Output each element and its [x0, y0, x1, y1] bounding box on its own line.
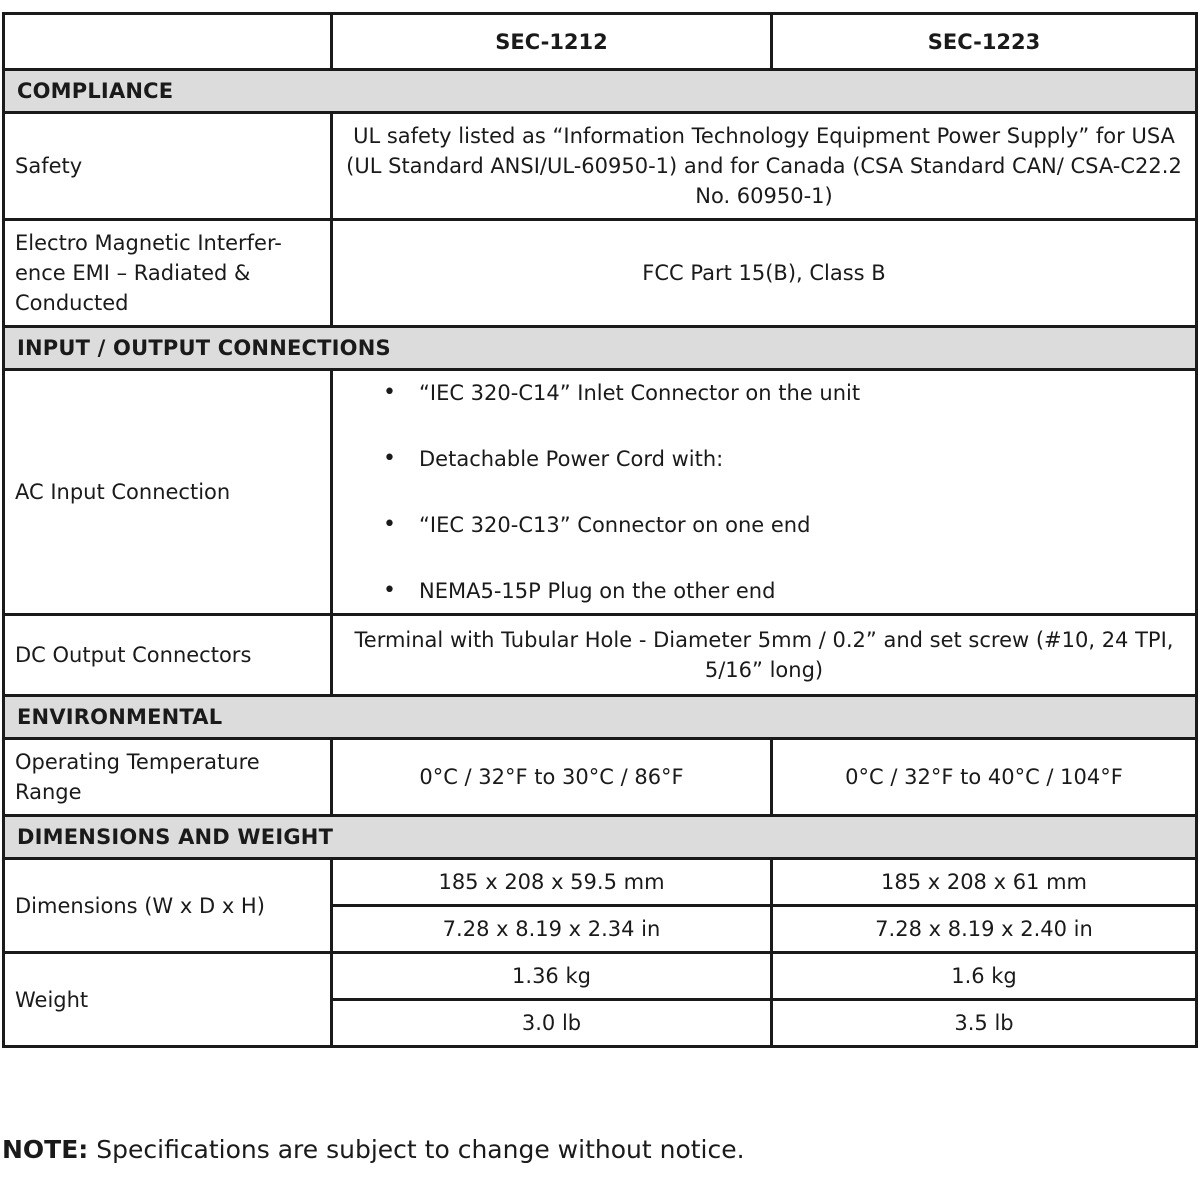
- weight-a-kg: 1.36 kg: [332, 953, 772, 1000]
- dimensions-a-mm: 185 x 208 x 59.5 mm: [332, 859, 772, 906]
- section-title-dimensions: DIMENSIONS AND WEIGHT: [4, 816, 1197, 859]
- section-dimensions: [4, 816, 1197, 859]
- row-ac-input: [4, 370, 1197, 615]
- note-prefix: NOTE:: [2, 1135, 89, 1164]
- emi-label: Electro Magnetic Interfer- ence EMI – Radiated & Conducted: [4, 220, 332, 327]
- row-dc-output: [4, 615, 1197, 696]
- section-title-io: INPUT / OUTPUT CONNECTIONS: [4, 327, 1197, 370]
- footnote: [2, 1133, 745, 1167]
- safety-value: UL safety listed as “Information Technology Equipment Power Supply” for USA (UL Standard ANSI/UL-60950-1) and for Canada (CSA Standard CAN/ CSA-C22.2 No. 60950-1): [332, 113, 1197, 220]
- ac-input-value: [332, 370, 1197, 615]
- note-text: Specifications are subject to change without notice.: [88, 1135, 745, 1164]
- dimensions-a-in: 7.28 x 8.19 x 2.34 in: [332, 906, 772, 953]
- list-item: • Detachable Power Cord with:: [383, 444, 1185, 474]
- ac-input-list: [343, 378, 1185, 606]
- temperature-value-b: 0°C / 32°F to 40°C / 104°F: [772, 739, 1197, 816]
- dc-output-label: DC Output Connectors: [4, 615, 332, 696]
- row-dimensions-mm: [4, 859, 1197, 906]
- list-item: • NEMA5-15P Plug on the other end: [383, 576, 1185, 606]
- section-title-environmental: ENVIRONMENTAL: [4, 696, 1197, 739]
- header-blank-cell: [4, 14, 332, 70]
- dimensions-b-in: 7.28 x 8.19 x 2.40 in: [772, 906, 1197, 953]
- section-environmental: [4, 696, 1197, 739]
- section-title-compliance: COMPLIANCE: [4, 70, 1197, 113]
- weight-b-lb: 3.5 lb: [772, 1000, 1197, 1047]
- weight-b-kg: 1.6 kg: [772, 953, 1197, 1000]
- section-io: [4, 327, 1197, 370]
- header-row: [4, 14, 1197, 70]
- list-item: • “IEC 320-C14” Inlet Connector on the unit: [383, 378, 1185, 408]
- safety-label: Safety: [4, 113, 332, 220]
- row-operating-temperature: [4, 739, 1197, 816]
- dimensions-label: Dimensions (W x D x H): [4, 859, 332, 953]
- temperature-label: Operating Temperature Range: [4, 739, 332, 816]
- section-compliance: [4, 70, 1197, 113]
- temperature-value-a: 0°C / 32°F to 30°C / 86°F: [332, 739, 772, 816]
- emi-value: FCC Part 15(B), Class B: [332, 220, 1197, 327]
- row-weight-kg: [4, 953, 1197, 1000]
- dimensions-b-mm: 185 x 208 x 61 mm: [772, 859, 1197, 906]
- row-safety: [4, 113, 1197, 220]
- ac-input-label: AC Input Connection: [4, 370, 332, 615]
- list-item: • “IEC 320-C13” Connector on one end: [383, 510, 1185, 540]
- spec-table: [2, 12, 1198, 1048]
- row-emi: [4, 220, 1197, 327]
- header-model-a: SEC-1212: [332, 14, 772, 70]
- weight-label: Weight: [4, 953, 332, 1047]
- header-model-b: SEC-1223: [772, 14, 1197, 70]
- weight-a-lb: 3.0 lb: [332, 1000, 772, 1047]
- dc-output-value: Terminal with Tubular Hole - Diameter 5mm / 0.2” and set screw (#10, 24 TPI, 5/16” long): [332, 615, 1197, 696]
